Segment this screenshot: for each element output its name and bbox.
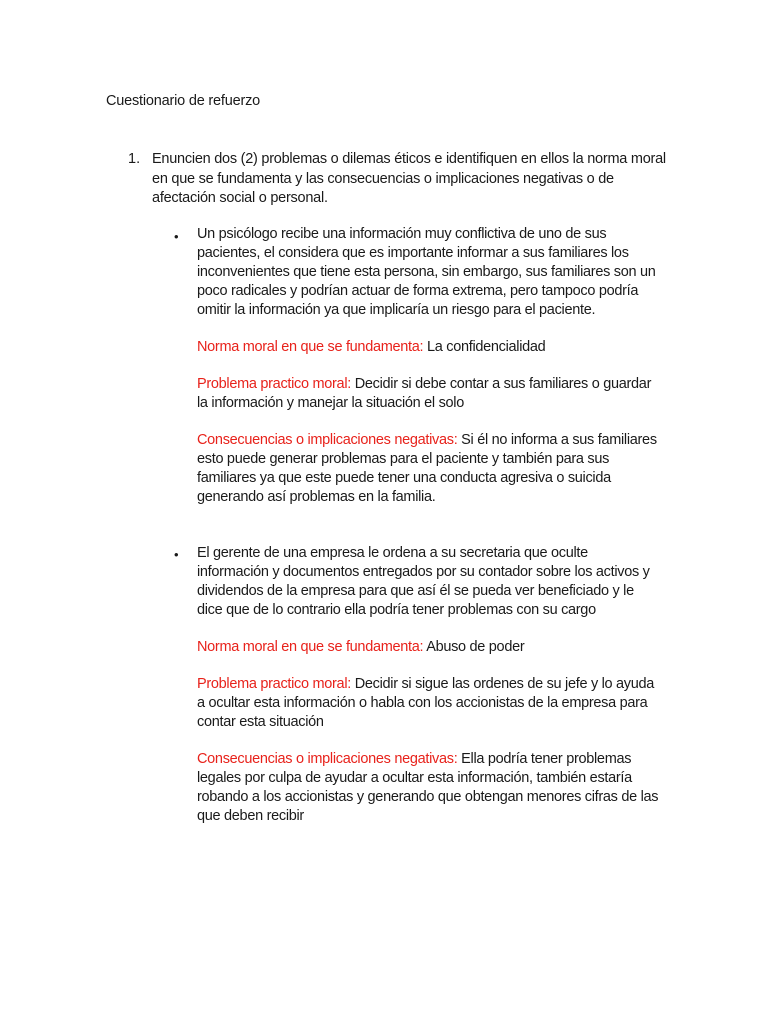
case-2-norma-value: Abuso de poder xyxy=(423,639,525,655)
case-2-consecuencias-value: Ella podría tener problemas legales por culpa de ayudar a ocultar esta información, también estaría robando a los accionistas y generando que obtengan menores cifras de las que deben recibir xyxy=(197,751,659,824)
bullet-icon: • xyxy=(174,229,179,244)
case-2-consecuencias xyxy=(197,750,659,826)
document-title: Cuestionario de refuerzo xyxy=(106,93,260,109)
case-1-description: Un psicólogo recibe una información muy conflictiva de uno de sus pacientes, el considera que es importante informar a sus familiares los inconvenientes que tiene esta persona, sin embargo, sus familiares son un poco radicales y podrían actuar de forma extrema, pero tampoco podría omitir la información ya que implicaría un riesgo para el paciente. xyxy=(197,226,656,318)
case-1-consecuencias xyxy=(197,431,659,507)
case-2-description: El gerente de una empresa le ordena a su secretaria que oculte información y documentos entregados por su contador sobre los activos y dividendos de la empresa para que así él se pueda ver beneficiado y le dice que de lo contrario ella podría tener problemas con su cargo xyxy=(197,545,650,618)
question-text: Enuncien dos (2) problemas o dilemas éticos e identifiquen en ellos la norma moral en que se fundamenta y las consecuencias o implicaciones negativas o de afectación social o personal. xyxy=(152,151,666,206)
case-1-consecuencias-value: Si él no informa a sus familiares esto puede generar problemas para el paciente y también para sus familiares ya que este puede tener una conducta agresiva o suicida generando así problemas en la familia. xyxy=(197,432,657,505)
case-1-problema-value: Decidir si debe contar a sus familiares o guardar la información y manejar la situación el solo xyxy=(197,376,652,411)
question-number: 1. xyxy=(128,151,141,167)
case-2-norma xyxy=(197,638,659,657)
case-2-problema-label: Problema practico moral: xyxy=(197,676,351,692)
case-1-norma-value: La confidencialidad xyxy=(423,339,546,355)
case-1-problema xyxy=(197,375,659,413)
case-1-problema-label: Problema practico moral: xyxy=(197,376,351,392)
bullet-icon: • xyxy=(174,547,179,562)
case-1-norma xyxy=(197,338,659,357)
case-2-consecuencias-label: Consecuencias o implicaciones negativas: xyxy=(197,751,458,767)
case-1-norma-label: Norma moral en que se fundamenta: xyxy=(197,339,424,355)
case-2-problema xyxy=(197,675,659,732)
case-2-norma-label: Norma moral en que se fundamenta: xyxy=(197,639,424,655)
case-1-consecuencias-label: Consecuencias o implicaciones negativas: xyxy=(197,432,458,448)
case-2-problema-value: Decidir si sigue las ordenes de su jefe y lo ayuda a ocultar esta información o habla con los accionistas de la empresa para contar esta situación xyxy=(197,676,655,730)
